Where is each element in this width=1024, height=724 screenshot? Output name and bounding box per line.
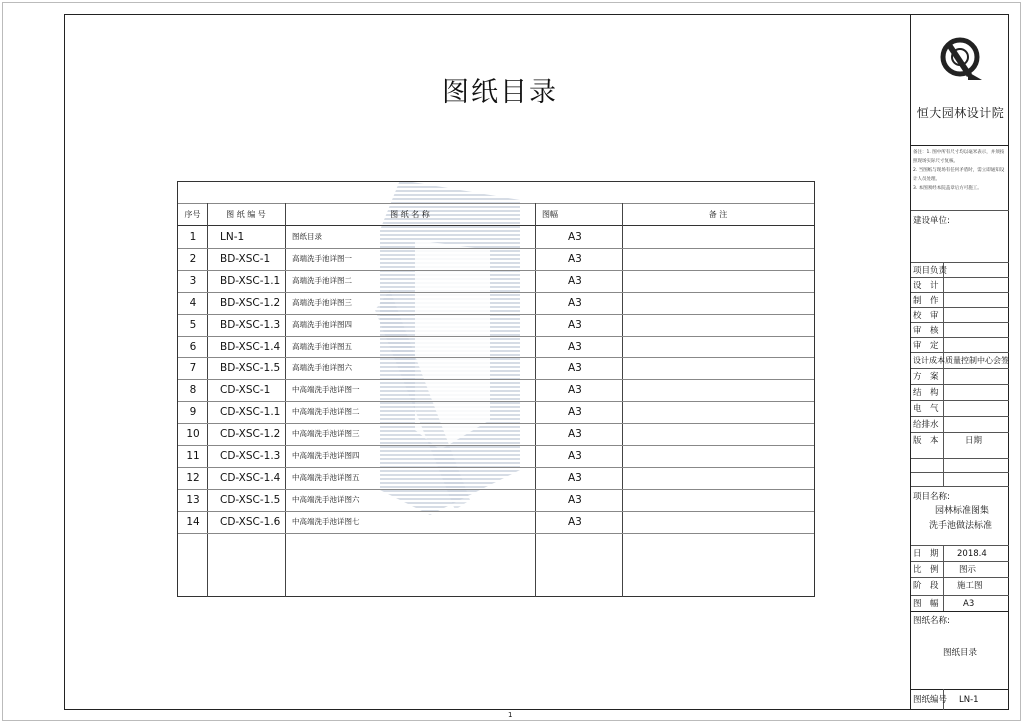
role-label: 设 计 — [913, 281, 939, 291]
page-title: 图纸目录 — [442, 77, 558, 108]
row-number: 14 — [186, 515, 200, 528]
note-line: 3. 本图须经本院盖章后方可施工。 — [913, 186, 982, 191]
block-divider — [943, 545, 944, 611]
note-line: 2. 当图纸与现场有任何矛盾时，需立即通知设计人员处理。 — [913, 168, 1005, 182]
version-label: 版 本 — [913, 436, 939, 446]
sheet-size: A3 — [568, 406, 582, 419]
row-number: 12 — [186, 471, 200, 484]
sheet-size: A3 — [568, 318, 582, 331]
sheet-size: A3 — [568, 493, 582, 506]
drawing-name-cell: 中高端洗手池详图四 — [292, 451, 360, 460]
drawing-code: CD-XSC-1.1 — [220, 406, 281, 419]
row-number: 7 — [189, 362, 197, 375]
page-number: 1 — [508, 711, 513, 719]
row-rule — [178, 533, 814, 534]
block-rule — [911, 384, 1009, 385]
block-rule — [911, 262, 1009, 263]
table-row — [178, 270, 814, 292]
block-rule — [911, 545, 1009, 546]
row-number: 10 — [186, 428, 200, 441]
block-rule — [911, 145, 1009, 146]
block-rule — [911, 400, 1009, 401]
company-name: 恒大园林设计院 — [916, 106, 1005, 120]
drawing-code: LN-1 — [220, 231, 245, 243]
block-rule — [911, 292, 1009, 293]
sheet-size: A3 — [568, 231, 582, 243]
table-row — [178, 423, 814, 445]
drawing-code: CD-XSC-1.3 — [220, 450, 281, 462]
block-rule — [911, 611, 1009, 612]
block-rule — [911, 322, 1009, 323]
drawing-no-key: 图纸编号 — [913, 695, 948, 705]
table-row — [178, 467, 814, 489]
drawing-name-cell: 中高端洗手池详图一 — [292, 385, 360, 395]
scale-key: 比 例 — [913, 565, 939, 575]
drawing-code: CD-XSC-1.2 — [220, 428, 281, 441]
drawing-code: BD-XSC-1.4 — [220, 340, 281, 353]
table-row — [178, 445, 814, 467]
drawing-name-cell: 中高端洗手池详图二 — [292, 407, 360, 417]
drawing-no-value: LN-1 — [959, 695, 979, 705]
block-rule — [911, 561, 1009, 562]
sheet-size: A3 — [568, 340, 582, 353]
scale-value: 图示 — [959, 565, 977, 575]
sheet-size: A3 — [568, 274, 582, 287]
sheet-size: A3 — [568, 384, 582, 397]
table-row — [178, 248, 814, 270]
stage-key: 阶 段 — [913, 581, 939, 591]
drawing-name-cell: 高端洗手池详图五 — [292, 341, 352, 351]
format-value: A3 — [963, 599, 975, 609]
role-label: 审 核 — [913, 326, 939, 336]
qc-label: 设计成本质量控制中心会签 — [913, 356, 1009, 365]
drawing-code: CD-XSC-1 — [220, 384, 271, 397]
sheet-size: A3 — [568, 428, 582, 441]
row-number: 13 — [186, 493, 200, 506]
block-rule — [911, 577, 1009, 578]
title-block — [910, 14, 1010, 710]
client-label: 建设单位: — [913, 216, 950, 226]
drawing-code: CD-XSC-1.4 — [220, 471, 281, 484]
drawing-name-cell: 中高端洗手池详图五 — [292, 472, 360, 482]
note-line: 备注：1. 图中所有尺寸均以毫米表示，并须按照现场实际尺寸复核。 — [913, 150, 1005, 164]
block-rule — [911, 689, 1009, 690]
sheet-size: A3 — [568, 450, 582, 462]
table-row — [178, 379, 814, 401]
table-row — [178, 511, 814, 533]
sheet-size: A3 — [568, 362, 582, 375]
drawing-name-cell: 高端洗手池详图四 — [292, 319, 352, 329]
row-number: 2 — [189, 252, 197, 265]
sheet-size: A3 — [568, 471, 582, 484]
discipline-label: 结 构 — [913, 388, 939, 398]
date-value: 2018.4 — [957, 549, 987, 559]
drawing-code: CD-XSC-1.6 — [220, 515, 281, 528]
table-row — [178, 292, 814, 314]
notes-block — [913, 148, 1008, 193]
block-divider — [943, 368, 944, 486]
drawing-code: CD-XSC-1.5 — [220, 493, 281, 506]
drawing-name-cell: 高端洗手池详图一 — [292, 253, 352, 263]
row-number: 1 — [189, 231, 197, 243]
drawing-name-cell: 高端洗手池详图三 — [292, 297, 352, 307]
block-rule — [911, 210, 1009, 211]
block-rule — [911, 368, 1009, 369]
drawing-name-cell: 中高端洗手池详图六 — [292, 494, 360, 504]
drawing-code: BD-XSC-1.3 — [220, 318, 281, 331]
discipline-label: 电 气 — [913, 404, 939, 414]
block-rule — [911, 472, 1009, 473]
drawing-code: BD-XSC-1.2 — [220, 296, 281, 309]
row-number: 9 — [189, 406, 197, 419]
block-rule — [911, 352, 1009, 353]
role-label: 项目负责 — [913, 266, 948, 276]
drawing-name-label: 图纸名称: — [913, 616, 950, 626]
block-rule — [911, 458, 1009, 459]
table-row — [178, 401, 814, 423]
block-rule — [911, 486, 1009, 487]
drawing-name-cell: 图纸目录 — [292, 232, 322, 241]
table-row — [178, 357, 814, 379]
table-row — [178, 314, 814, 336]
drawing-code: BD-XSC-1.1 — [220, 274, 281, 287]
table-row — [178, 226, 814, 248]
table-row — [178, 489, 814, 511]
table-row — [178, 336, 814, 358]
drawing-name: 图纸目录 — [943, 648, 978, 658]
header-remark: 备 注 — [708, 210, 728, 219]
drawing-code: BD-XSC-1.5 — [220, 362, 281, 375]
header-code: 图 纸 编 号 — [226, 210, 266, 219]
drawing-code: BD-XSC-1 — [220, 252, 271, 265]
discipline-label: 方 案 — [913, 372, 939, 382]
block-rule — [911, 432, 1009, 433]
role-label: 校 审 — [913, 311, 939, 321]
block-rule — [911, 277, 1009, 278]
drawing-name-cell: 中高端洗手池详图三 — [292, 429, 360, 439]
drawing-name-cell: 高端洗手池详图六 — [292, 363, 352, 373]
row-number: 6 — [189, 340, 197, 353]
drawing-name-cell: 高端洗手池详图二 — [292, 275, 352, 285]
header-size: 图幅 — [542, 210, 558, 219]
row-number: 4 — [189, 296, 197, 309]
sheet-size: A3 — [568, 296, 582, 309]
drawing-name-cell: 中高端洗手池详图七 — [292, 516, 360, 526]
sheet-size: A3 — [568, 515, 582, 528]
discipline-label: 给排水 — [913, 420, 939, 430]
date-key: 日 期 — [913, 549, 939, 559]
row-number: 3 — [189, 274, 197, 287]
project-label: 项目名称: — [913, 492, 950, 502]
project-name-1: 园林标准图集 — [935, 506, 990, 516]
header-no: 序号 — [184, 210, 201, 219]
role-label: 审 定 — [913, 341, 939, 351]
block-rule — [911, 337, 1009, 338]
row-number: 8 — [189, 384, 197, 397]
company-logo — [938, 36, 984, 82]
sheet-size: A3 — [568, 252, 582, 265]
block-rule — [911, 307, 1009, 308]
block-rule — [911, 416, 1009, 417]
block-rule — [911, 595, 1009, 596]
drawing-index-table — [177, 181, 815, 597]
project-name-2: 洗手池做法标准 — [929, 521, 993, 531]
row-number: 11 — [186, 450, 200, 462]
stage-value: 施工图 — [957, 581, 983, 591]
row-number: 5 — [189, 318, 197, 331]
role-label: 制 作 — [913, 296, 939, 306]
date-column-label: 日期 — [965, 436, 983, 446]
header-name: 图 纸 名 称 — [390, 210, 430, 219]
format-key: 图 幅 — [913, 599, 939, 609]
